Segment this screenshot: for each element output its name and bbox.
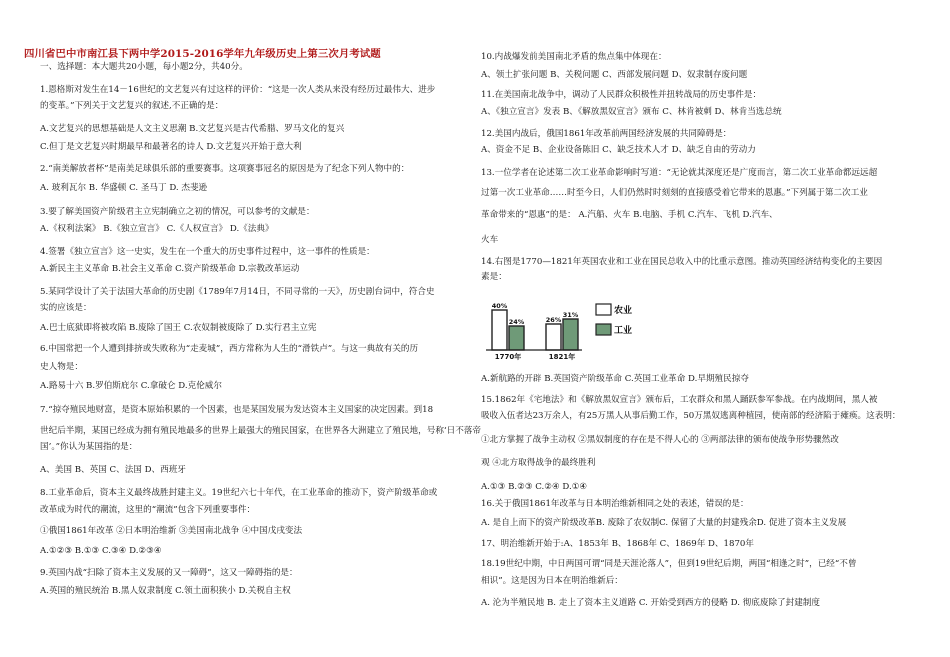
left-line: 史人物是： [40, 362, 83, 372]
left-line: 8.工业革命后，资本主义最终战胜封建主义。19世纪六七十年代，在工业革命的推动下，资产阶级革命或 [40, 488, 438, 498]
left-line: A.文艺复兴的思想基础是人文主义思潮 B.文艺复兴是古代希腊、罗马文化的复兴 [40, 124, 345, 134]
right-line: 11.在美国南北战争中，调动了人民群众积极性并扭转战局的历史事件是： [481, 90, 762, 100]
right-line: A、《独立宣言》发表 B、《解放黑奴宣言》颁布 C、林肯被刺 D、林肯当选总统 [481, 107, 782, 117]
right-line: A、资金不足 B、企业设备陈旧 C、缺乏技术人才 D、缺乏自由的劳动力 [481, 145, 756, 155]
right-line: 12.美国内战后，俄国1861年改革前两国经济发展的共同障碍是： [481, 129, 732, 139]
legend-label: 工业 [614, 326, 633, 336]
right-line: A.①③ B.②③ C.②④ D.①④ [481, 482, 588, 492]
left-line: C.但丁是文艺复兴时期最早和最著名的诗人 D.文艺复兴开始于意大利 [40, 142, 302, 152]
right-line: A、领土扩张问题 B、关税问题 C、西部发展问题 D、奴隶制存废问题 [481, 70, 748, 80]
left-line: 一、选择题：本大题共20小题，每小题2分，共40分。 [40, 62, 248, 72]
left-line: A.路易十六 B.罗伯斯庇尔 C.拿破仑 D.克伦威尔 [40, 381, 222, 391]
left-line: 的变革。”下列关于文艺复兴的叙述,不正确的是： [40, 101, 224, 111]
right-line: 过第一次工业革命……时至今日，人们仍然时时刻刻的直接感受着它带来的恩惠。”下列属于第二次工业 [481, 188, 868, 198]
right-line: A. 沦为半殖民地 B. 走上了资本主义道路 C. 开始受到西方的侵略 D. 彻底废除了封建制度 [481, 598, 821, 608]
right-line: 10.内战爆发前美国南北矛盾的焦点集中体现在： [481, 52, 667, 62]
right-line: 革命带来的“恩惠”的是： A.汽船、火车 B.电脑、手机 C.汽车、飞机 D.汽车、 [481, 210, 778, 220]
bar-value-label: 26% [545, 316, 562, 324]
left-line: 7.“掠夺殖民地财富，是资本原始积累的一个因素，也是某国发展为发达资本主义国家的决定因素。到18 [40, 405, 434, 415]
left-line: 6.中国常把一个人遭到排挤或失败称为“走麦城”，西方常称为人生的“滑铁卢”。与这一典故有关的历 [40, 344, 419, 354]
left-line: 世纪后半期，某国已经成为拥有殖民地最多的世界上最强大的殖民国家，在世界各大洲建立了殖民地，号称‘日不落帝 [40, 426, 482, 436]
right-line: 火车 [481, 235, 499, 245]
bar-value-label: 24% [508, 318, 525, 326]
right-line: 16.关于俄国1861年改革与日本明治维新相同之处的表述，错误的是： [481, 499, 749, 509]
left-line: 5.某同学设计了关于法国大革命的历史剧《1789年7月14日，不同寻常的一天》，历史剧台词中，符合史 [40, 287, 435, 297]
right-line: 14.右图是1770—1821年英国农业和工业在国民总收入中的比重示意图。推动英国经济结构变化的主要因 [481, 257, 883, 267]
right-line: 17、明治维新开始于:A、1853年 B、1868年 C、1869年 D、1870年 [481, 539, 754, 549]
right-line: 观 ④北方取得战争的最终胜利 [481, 458, 596, 468]
right-line: 素是： [481, 272, 507, 282]
left-line: 1.恩格斯对发生在14－16世纪的文艺复兴有过这样的评价：“这是一次人类从来没有经历过最伟大、进步 [40, 85, 436, 95]
left-line: A.新民主主义革命 B.社会主义革命 C.资产阶级革命 D.宗教改革运动 [40, 264, 300, 274]
right-line: 18.19世纪中期，中日两国可谓“同是天涯沦落人”，但到19世纪后期，两国“相逢之时”，已经“不曾 [481, 559, 857, 569]
left-line: ①俄国1861年改革 ②日本明治维新 ③美国南北战争 ④中国戊戌变法 [40, 526, 303, 536]
income-share-chart [484, 292, 634, 372]
left-line: 3.要了解美国资产阶级君主立宪制确立之初的情况，可以参考的文献是： [40, 207, 315, 217]
left-line: 改革成为时代的潮流，这里的“潮流”包含下列重要事件： [40, 505, 256, 515]
bar-工业 [509, 326, 524, 350]
legend-swatch [596, 324, 611, 335]
right-line: 相识”。这是因为日本在明治维新后： [481, 576, 623, 586]
left-line: A.《权利法案》 B.《独立宣言》 C.《人权宣言》 D.《法典》 [40, 224, 274, 234]
category-label: 1821年 [548, 353, 576, 361]
left-line: 实的应该是： [40, 303, 92, 313]
legend-label: 农业 [614, 306, 633, 316]
right-line: 15.1862年《宅地法》和《解放黑奴宣言》颁布后，工农群众和黑人踊跃参军参战。在内战期间，黑人被 [481, 395, 878, 405]
bar-value-label: 31% [562, 311, 579, 319]
left-line: 4.签署《独立宣言》这一史实，发生在一个重大的历史事件过程中，这一事件的性质是： [40, 247, 375, 257]
category-label: 1770年 [494, 353, 522, 361]
right-line: A. 是自上而下的资产阶级改革B. 废除了农奴制C. 保留了大量的封建残余D. 促进了资本主义发展 [481, 518, 847, 528]
left-line: 国’。”你认为某国指的是： [40, 442, 138, 452]
legend-swatch [596, 304, 611, 315]
bar-农业 [546, 324, 561, 350]
right-line: 13.一位学者在论述第二次工业革命影响时写道：“无论就其深度还是广度而言，第二次工业革命都远远超 [481, 168, 878, 178]
page-title: 四川省巴中市南江县下两中学2015-2016学年九年级历史上第三次月考试题 [24, 48, 381, 60]
bar-value-label: 40% [491, 302, 508, 310]
left-line: A、美国 B、英国 C、法国 D、西班牙 [40, 465, 186, 475]
left-line: A.英国的殖民统治 B.黑人奴隶制度 C.领土面积狭小 D.关税自主权 [40, 586, 291, 596]
left-line: A.巴士底狱即将被攻陷 B.废除了国王 C.农奴制被废除了 D.实行君主立宪 [40, 323, 317, 333]
right-line: ①北方掌握了战争主动权 ②黑奴制度的存在是不得人心的 ③两部法律的颁布使战争形势骤然改 [481, 435, 839, 445]
left-line: 9.英国内战“扫除了资本主义发展的又一障碍”，这又一障碍指的是： [40, 568, 298, 578]
left-line: 2.“南美解放者杯”是南美足球俱乐部的重要赛事。这项赛事冠名的原因是为了纪念下列人物中的： [40, 164, 410, 174]
left-line: A.①②③ B.①③ C.③④ D.②③④ [40, 546, 162, 556]
right-line: 吸收入伍者达23万余人，有25万黑人从事后勤工作，50万黑奴逃离种植园，使南部的经济陷于瘫痪。这表明： [481, 411, 901, 421]
right-line: A.新航路的开辟 B.英国资产阶级革命 C.英国工业革命 D.早期殖民掠夺 [481, 374, 749, 384]
left-line: A. 玻利瓦尔 B. 华盛顿 C. 圣马丁 D. 杰斐逊 [40, 183, 208, 193]
bar-工业 [563, 319, 578, 350]
bar-农业 [492, 310, 507, 350]
